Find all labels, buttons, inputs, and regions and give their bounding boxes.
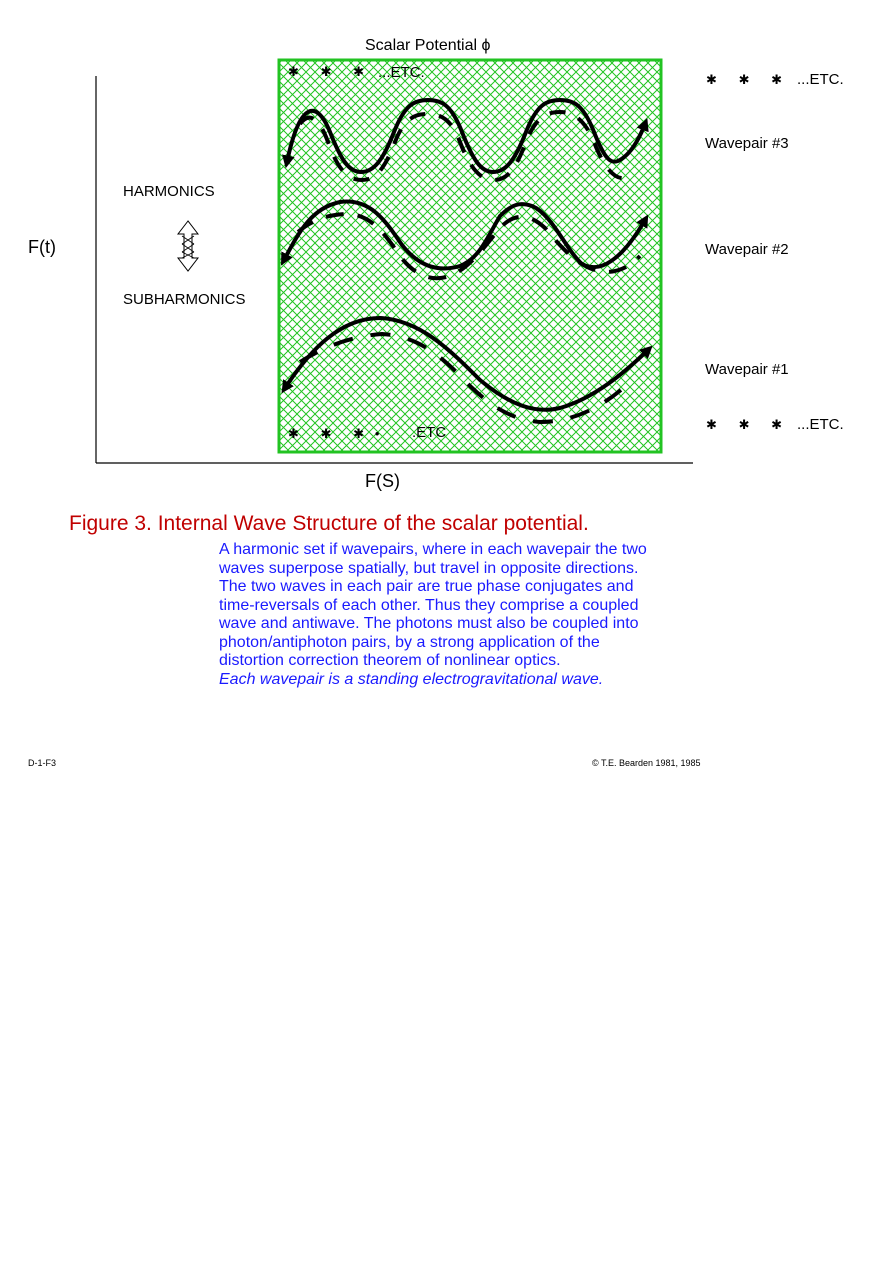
scalar-potential-box [279,60,661,452]
figure-code: D-1-F3 [28,758,57,768]
caption-line: The two waves in each pair are true phase conjugates and [219,578,634,595]
caption-line: photon/antiphoton pairs, by a strong application of the [219,633,600,651]
bottom-inner-etc: .ETC [412,424,447,441]
x-axis-label: F(S) [365,471,400,491]
wavepair-2-label: Wavepair #2 [705,241,789,258]
top-inner-etc: ...ETC. [378,64,425,81]
right-top-etc: ...ETC. [797,71,844,88]
harmonics-label: HARMONICS [123,183,215,200]
top-inner-stars: ✱ ✱ ✱ [288,64,365,79]
top-label: Scalar Potential ϕ [365,37,491,54]
bottom-inner-stars: ✱ ✱ ✱ • [288,426,380,441]
wavepair-1-label: Wavepair #1 [705,361,789,378]
right-bottom-stars: ✱ ✱ ✱ [706,417,783,432]
caption-line: distortion correction theorem of nonlinear optics. [219,652,561,669]
y-axis-label: F(t) [28,237,56,257]
wavepair-3-label: Wavepair #3 [705,135,789,152]
figure-caption [219,541,819,689]
caption-line: wave and antiwave. The photons must also be coupled into [219,615,639,632]
harmonics-double-arrow-icon [178,221,198,271]
copyright-notice: © T.E. Bearden 1981, 1985 [592,758,701,768]
right-top-stars: ✱ ✱ ✱ [706,72,783,87]
figure-title: Figure 3. Internal Wave Structure of the scalar potential. [69,512,589,535]
caption-line: time-reversals of each other. Thus they comprise a coupled [219,596,639,614]
subharmonics-label: SUBHARMONICS [123,291,246,308]
caption-line: A harmonic set if wavepairs, where in each wavepair the two [219,541,647,558]
caption-line: waves superpose spatially, but travel in opposite directions. [219,559,639,577]
right-bottom-etc: ...ETC. [797,416,844,433]
caption-italic-line: Each wavepair is a standing electrogravitational wave. [219,670,604,688]
